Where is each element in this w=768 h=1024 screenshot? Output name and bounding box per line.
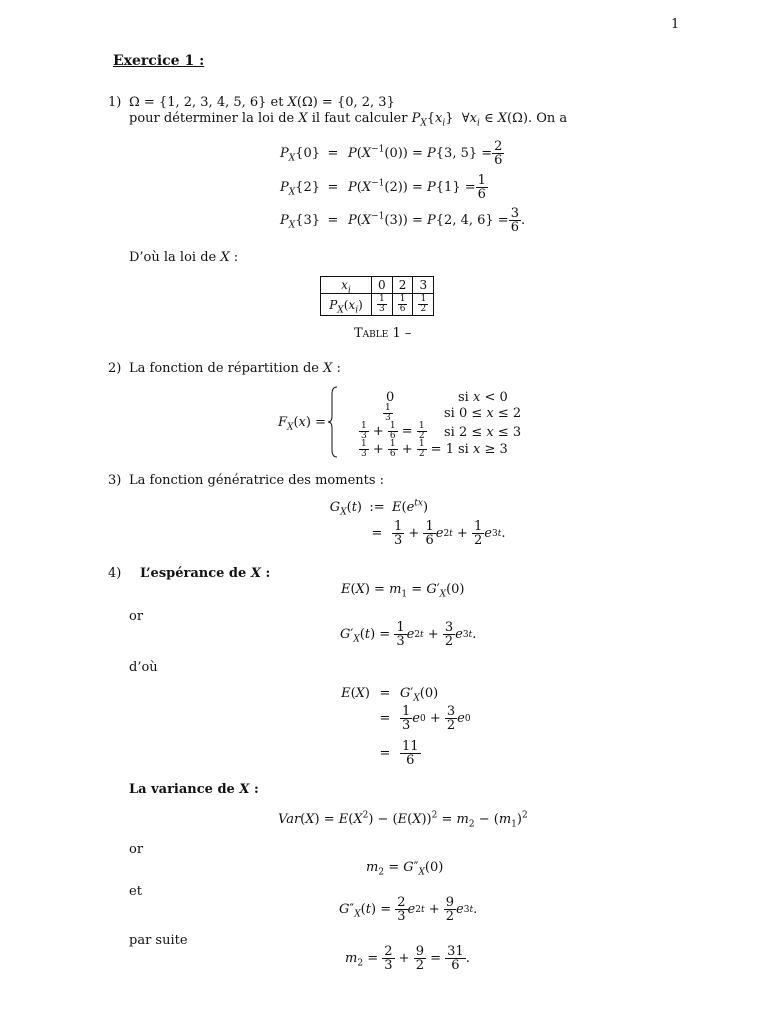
q1-law-intro: D’où la loi de X :	[129, 250, 239, 265]
law-table	[320, 276, 434, 316]
table-cell: 3	[413, 277, 434, 294]
case-value-3: $\frac{1}{3}$ + $\frac{1}{6}$ = $\frac{1}{2}$	[361, 421, 425, 441]
q3-eq-line2: = $\frac{1}{3}$ + $\frac{1}{6}$ e 2t + $\frac{1}{2}$ e 3t .	[371, 519, 506, 548]
left-brace-icon	[328, 386, 338, 458]
q1-eq-px3: $P_X\{3\}$ = $P(X^{-1}(3)) = P\{2$, 4, 6} = $\frac{3}{6}$ .	[280, 206, 526, 235]
q3-eq-line1: $G_X(t)$ := $E(e^{tx})$	[329, 498, 429, 518]
table-cell: 0	[372, 277, 393, 294]
case-cond-3: si 2 ≤ x ≤ 3	[444, 425, 522, 440]
q2-lhs: $F_X(x)$ =	[278, 415, 326, 433]
q1-eq-px0: $P_X\{0\}$ = $P(X^{-1}(0)) = P\{3$, 5} = $\frac{2}{6}$	[280, 139, 503, 168]
case-value-1: 0	[386, 390, 395, 405]
q3-number: 3)	[108, 473, 122, 488]
et: et	[129, 884, 142, 899]
table-header-xi: $x_i$	[321, 277, 372, 294]
or-2: or	[129, 842, 144, 857]
case-cond-2: si 0 ≤ x ≤ 2	[444, 406, 522, 421]
m2-eq: $m_2 = G''_X(0)$	[366, 860, 444, 878]
table-cell: $\frac{1}{6}$	[392, 294, 413, 316]
table-cell: $\frac{1}{2}$	[413, 294, 434, 316]
table-header-px: $P_X(x_i)$	[321, 294, 372, 316]
par-suite: par suite	[129, 933, 188, 948]
case-value-4: $\frac{1}{3}$ + $\frac{1}{6}$ + $\frac{1}{2}$ = 1	[361, 439, 454, 459]
q2-number: 2)	[108, 361, 122, 376]
g-prime-eq: $G'_X(t)$ = $\frac{1}{3}$ e 2t + $\frac{3}{2}$ e 3t .	[340, 620, 477, 649]
exercise-title: Exercice 1 :	[113, 53, 205, 69]
q1-eq-px2: $P_X\{2\}$ = $P(X^{-1}(2)) = P\{1\}$ = $\frac{1}{6}$	[280, 173, 486, 202]
variance-eq: $Var(X) = E(X^2) - (E(X))^2 = m_2 - (m_1)^2$	[278, 810, 528, 830]
q1-line2: pour déterminer la loi de X il faut calculer $P_X\{x_i\}$ $\forall x_i$ ∈ X(Ω). On a	[129, 111, 568, 129]
or-1: or	[129, 609, 144, 624]
q3-text: La fonction génératrice des moments :	[129, 473, 385, 488]
case-value-2: $\frac{1}{3}$	[385, 403, 391, 423]
ex-line2: = $\frac{1}{3}$ e 0 + $\frac{3}{2}$ e 0	[379, 704, 471, 733]
page-number: 1	[671, 17, 680, 32]
table-cell: 2	[392, 277, 413, 294]
q2-text: La fonction de répartition de X :	[129, 361, 341, 376]
variance-title: La variance de X :	[129, 782, 259, 797]
table-cell: $\frac{1}{3}$	[372, 294, 393, 316]
esperance-title: L’espérance de X :	[140, 566, 271, 581]
table-caption: Table 1 –	[354, 326, 412, 341]
dou: d’où	[129, 660, 158, 675]
esperance-eq: $E(X) = m_1 = G'_X(0)$	[341, 582, 465, 600]
case-cond-1: si x < 0	[458, 390, 508, 405]
q4-number: 4)	[108, 566, 122, 581]
ex-line1: E(X) = $G'_X(0)$	[341, 686, 439, 704]
case-cond-4: si x ≥ 3	[458, 442, 508, 457]
q1-line1: Ω = {1, 2, 3, 4, 5, 6} et X(Ω) = {0, 2, 3}	[129, 95, 395, 110]
g-second-eq: $G''_X(t)$ = $\frac{2}{3}$ e 2t + $\frac{9}{2}$ e 3t .	[339, 895, 478, 924]
q1-number: 1)	[108, 95, 122, 110]
m2-result: $m_2$ = $\frac{2}{3}$ + $\frac{9}{2}$ = $\frac{31}{6}$ .	[345, 944, 470, 973]
ex-line3: = $\frac{11}{6}$	[379, 739, 419, 768]
